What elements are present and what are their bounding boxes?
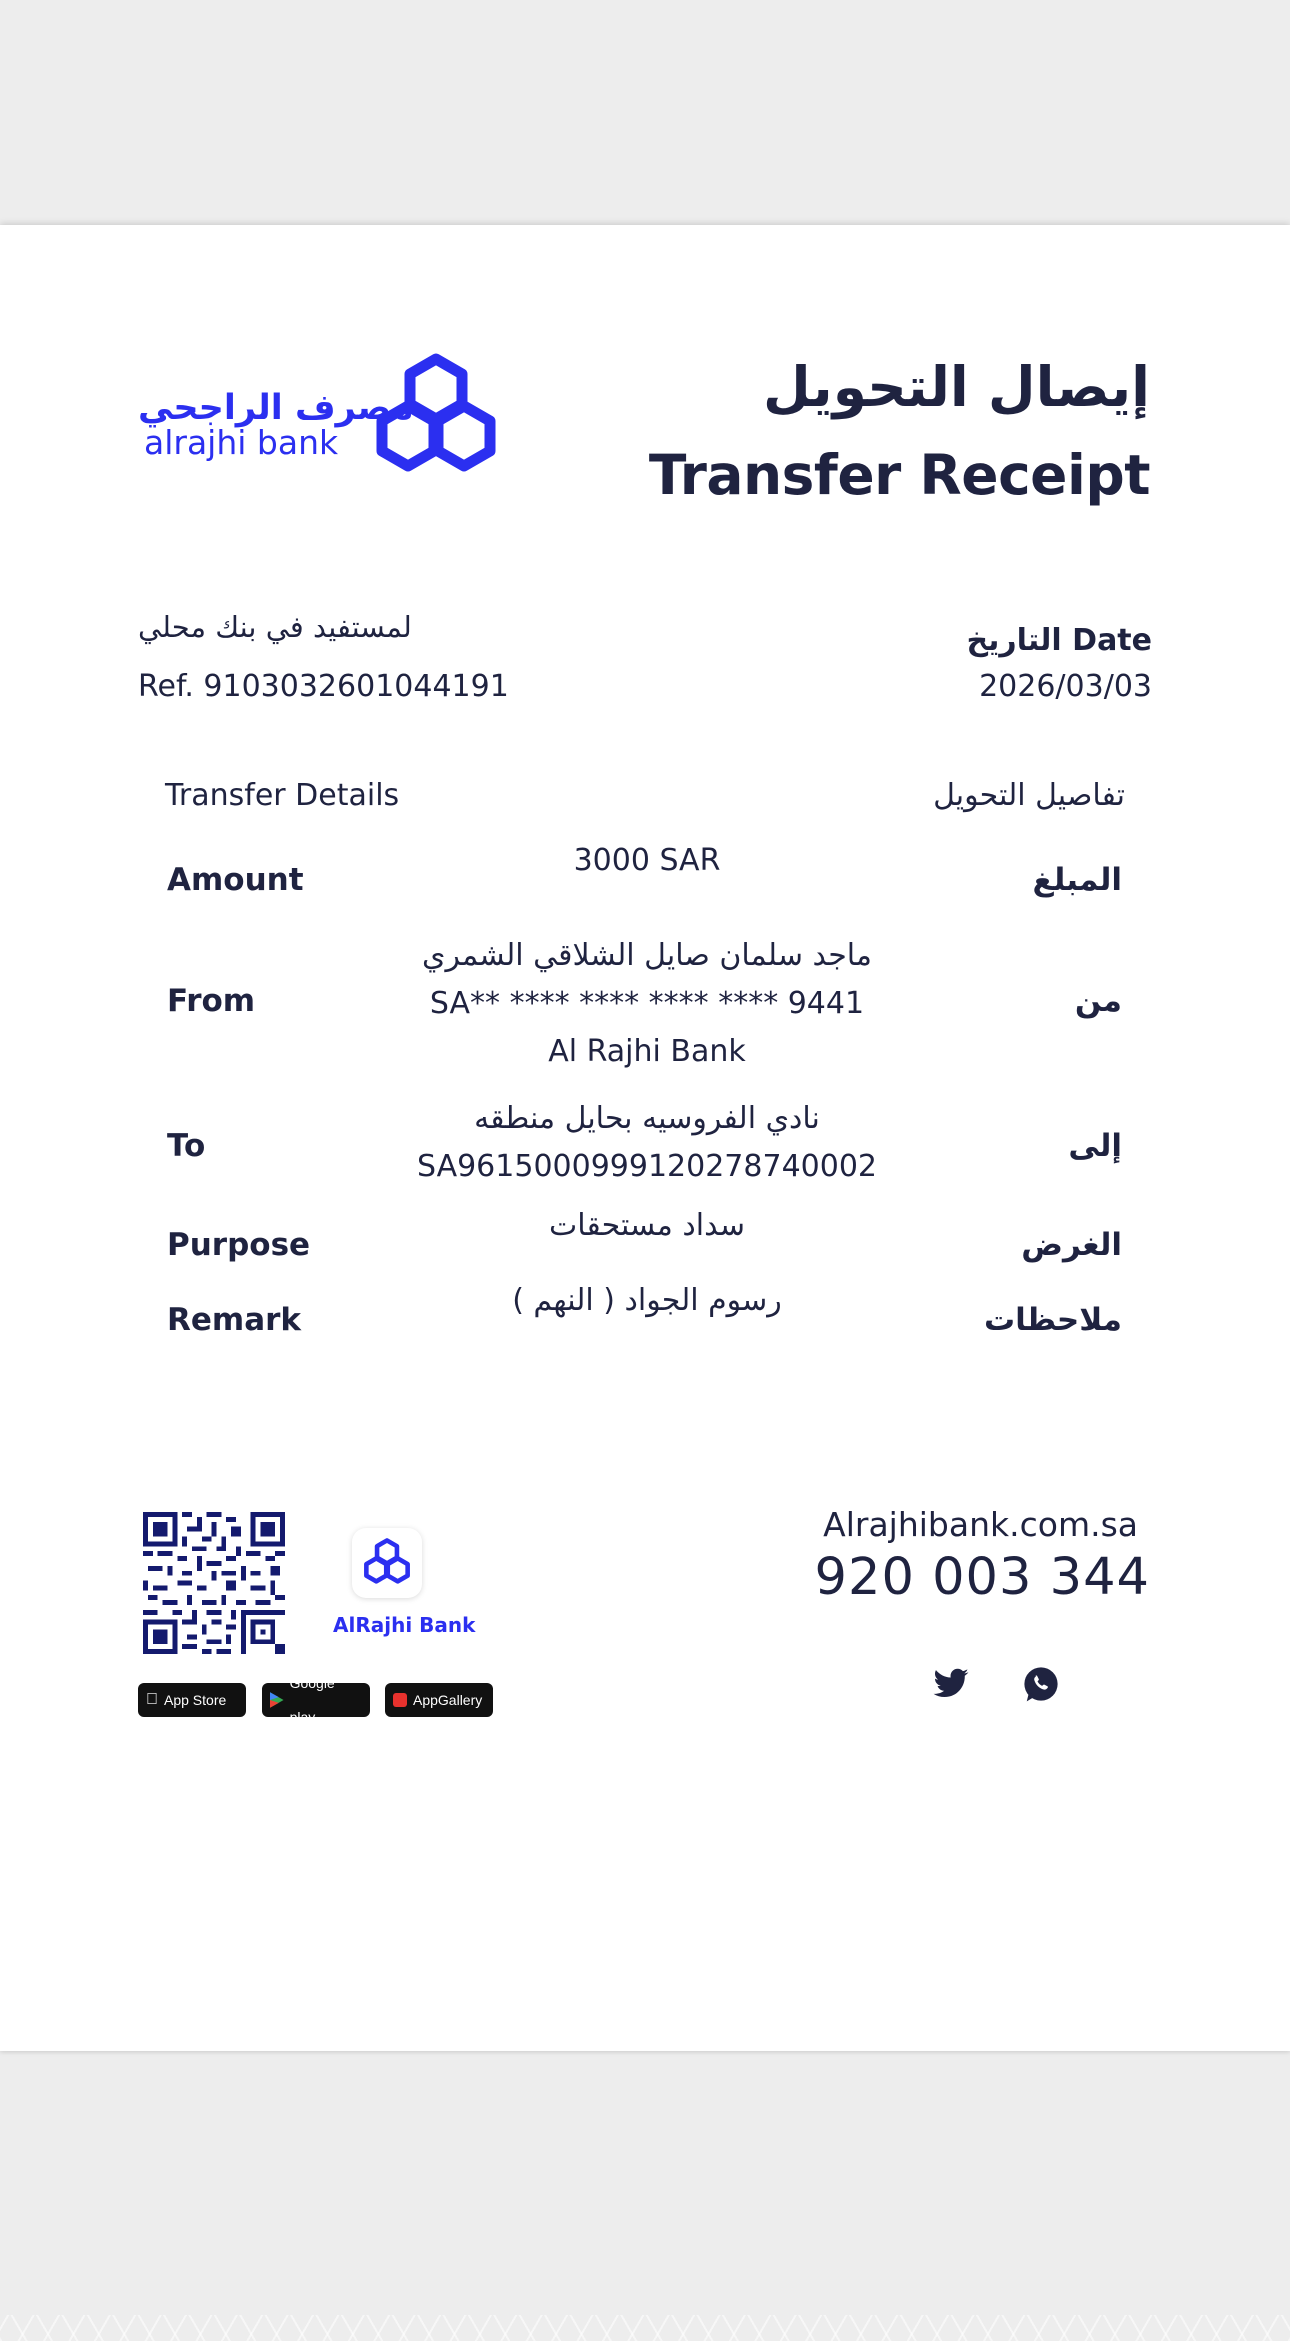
amount-value-line: 3000 SAR (573, 843, 721, 878)
app-name: AlRajhi Bank (333, 1613, 476, 1637)
twitter-icon[interactable] (932, 1665, 970, 1703)
transfer-details-heading-ar: تفاصيل التحويل (933, 778, 1125, 813)
receipt-sheet (0, 225, 1290, 2051)
whatsapp-icon[interactable] (1022, 1665, 1060, 1703)
purpose-label-en: Purpose (167, 1227, 311, 1263)
google-play-label: Google play (289, 1675, 335, 1725)
app-store-label: App Store (152, 1692, 215, 1708)
bottom-pattern (0, 2315, 1290, 2341)
sender-name: ماجد سلمان صايل الشلاقي الشمري (421, 938, 872, 973)
alrajhi-app-tile[interactable] (352, 1528, 422, 1598)
receipt-title-arabic: إيصال التحويل (762, 355, 1150, 419)
alrajhi-app-icon (361, 1537, 413, 1589)
purpose-value (300, 1202, 994, 1250)
alrajhi-logo-icon (368, 351, 504, 485)
google-play-badge[interactable] (262, 1675, 370, 1725)
receipt-title-english: Transfer Receipt (648, 443, 1150, 507)
recipient-name: نادي الفروسيه بحايل منطقه (474, 1101, 820, 1136)
app-store-badge[interactable] (138, 1683, 246, 1717)
google-play-icon (270, 1692, 284, 1708)
apple-icon (146, 1683, 158, 1717)
sender-bank: Al Rajhi Bank (548, 1034, 746, 1069)
transfer-details-heading-en: Transfer Details (165, 778, 400, 813)
from-label-ar: من (1074, 983, 1122, 1019)
to-label-en: To (167, 1128, 206, 1164)
phone-number[interactable]: 920 003 344 (814, 1548, 1150, 1607)
from-value (300, 932, 994, 1076)
amount-label-en: Amount (167, 862, 304, 898)
date-value: 2026/03/03 (979, 669, 1152, 704)
purpose-value-line: سداد مستحقات (549, 1208, 745, 1243)
appgallery-label: AppGallery (413, 1692, 483, 1708)
recipient-iban: SA9615000999120278740002 (416, 1149, 878, 1184)
huawei-icon (393, 1693, 407, 1707)
remark-value-line: رسوم الجواد ( النهم ) (512, 1283, 782, 1318)
purpose-label-ar: الغرض (1021, 1227, 1122, 1263)
to-value (300, 1095, 994, 1191)
remark-label-ar: ملاحظات (983, 1302, 1122, 1338)
amount-label-ar: المبلغ (1032, 862, 1122, 898)
amount-value (300, 837, 994, 885)
date-label: التاريخ Date (966, 623, 1152, 658)
sender-account: SA** **** **** **** **** 9441 (429, 986, 865, 1021)
website-link[interactable]: Alrajhibank.com.sa (823, 1505, 1138, 1544)
to-label-ar: إلى (1068, 1128, 1122, 1164)
appgallery-badge[interactable] (385, 1683, 493, 1717)
from-label-en: From (167, 983, 256, 1019)
reference-number: Ref. 9103032601044191 (138, 669, 509, 704)
bank-logo-arabic: مصرف الراجحي (138, 388, 414, 428)
bank-logo-english: alrajhi bank (144, 423, 339, 462)
remark-value (300, 1277, 994, 1325)
beneficiary-type: لمستفيد في بنك محلي (138, 610, 412, 644)
remark-label-en: Remark (167, 1302, 302, 1338)
qr-code[interactable] (143, 1512, 285, 1654)
